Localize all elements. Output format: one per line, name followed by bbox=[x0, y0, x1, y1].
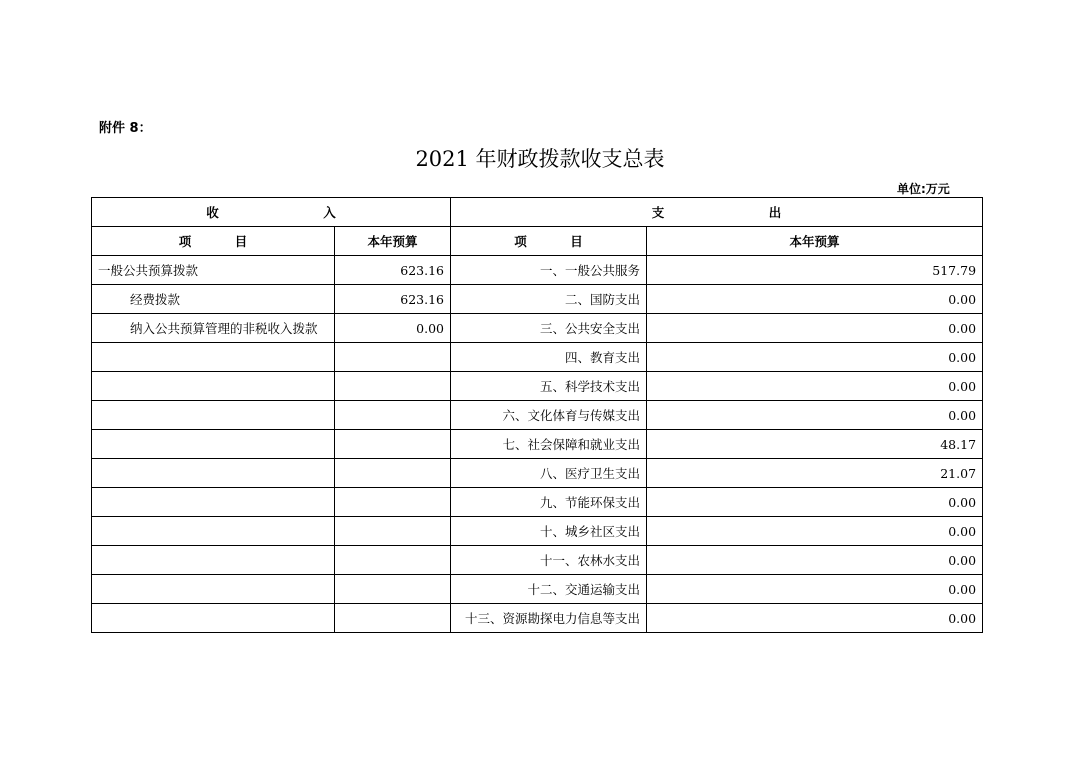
income-item-header: 项 目 bbox=[92, 227, 335, 256]
table-row bbox=[92, 459, 983, 488]
expense-item-value: 48.17 bbox=[647, 430, 983, 459]
expense-item-value: 0.00 bbox=[647, 343, 983, 372]
expense-item-name: 四、教育支出 bbox=[451, 343, 647, 372]
expense-item-value: 0.00 bbox=[647, 604, 983, 633]
unit-label: 单位:万元 bbox=[897, 182, 950, 196]
page-title: 2021 年财政拨款收支总表 bbox=[415, 147, 665, 171]
expense-item-name: 一、一般公共服务 bbox=[451, 256, 647, 285]
income-item-value bbox=[335, 575, 451, 604]
table-subheader-row bbox=[92, 227, 983, 256]
income-item-name bbox=[92, 430, 335, 459]
table-row bbox=[92, 314, 983, 343]
expense-item-value: 0.00 bbox=[647, 488, 983, 517]
expense-item-name: 八、医疗卫生支出 bbox=[451, 459, 647, 488]
table-row bbox=[92, 517, 983, 546]
expense-item-name: 二、国防支出 bbox=[451, 285, 647, 314]
expense-header: 支 出 bbox=[451, 198, 983, 227]
expense-item-value: 0.00 bbox=[647, 517, 983, 546]
expense-item-name: 九、节能环保支出 bbox=[451, 488, 647, 517]
table-row bbox=[92, 372, 983, 401]
expense-budget-header: 本年预算 bbox=[647, 227, 983, 256]
table-row bbox=[92, 575, 983, 604]
expense-item-value: 517.79 bbox=[647, 256, 983, 285]
expense-item-name: 十一、农林水支出 bbox=[451, 546, 647, 575]
table-row bbox=[92, 488, 983, 517]
income-item-name bbox=[92, 401, 335, 430]
income-item-value bbox=[335, 401, 451, 430]
income-item-value bbox=[335, 517, 451, 546]
expense-item-value: 0.00 bbox=[647, 575, 983, 604]
income-item-value bbox=[335, 430, 451, 459]
income-item-value bbox=[335, 546, 451, 575]
expense-item-name: 七、社会保障和就业支出 bbox=[451, 430, 647, 459]
income-item-name: 一般公共预算拨款 bbox=[92, 256, 335, 285]
income-header: 收 入 bbox=[92, 198, 451, 227]
income-item-name bbox=[92, 343, 335, 372]
table-row bbox=[92, 401, 983, 430]
expense-item-value: 0.00 bbox=[647, 546, 983, 575]
income-item-value bbox=[335, 604, 451, 633]
expense-item-name: 三、公共安全支出 bbox=[451, 314, 647, 343]
income-item-name bbox=[92, 546, 335, 575]
table-row bbox=[92, 604, 983, 633]
income-item-name bbox=[92, 488, 335, 517]
expense-item-value: 21.07 bbox=[647, 459, 983, 488]
expense-item-value: 0.00 bbox=[647, 314, 983, 343]
table-row bbox=[92, 256, 983, 285]
expense-item-value: 0.00 bbox=[647, 372, 983, 401]
attachment-label: 附件 8： bbox=[99, 121, 152, 136]
table-row bbox=[92, 285, 983, 314]
expense-item-name: 十三、资源勘探电力信息等支出 bbox=[451, 604, 647, 633]
income-item-name bbox=[92, 372, 335, 401]
income-item-value bbox=[335, 488, 451, 517]
expense-item-value: 0.00 bbox=[647, 401, 983, 430]
expense-item-value: 0.00 bbox=[647, 285, 983, 314]
expense-item-name: 五、科学技术支出 bbox=[451, 372, 647, 401]
income-item-value: 623.16 bbox=[335, 256, 451, 285]
income-item-value bbox=[335, 372, 451, 401]
income-budget-header: 本年预算 bbox=[335, 227, 451, 256]
income-item-value bbox=[335, 459, 451, 488]
income-item-name: 经费拨款 bbox=[92, 285, 335, 314]
income-item-name bbox=[92, 604, 335, 633]
expense-item-name: 十、城乡社区支出 bbox=[451, 517, 647, 546]
income-item-value bbox=[335, 343, 451, 372]
table-header-row bbox=[92, 198, 983, 227]
income-item-name: 纳入公共预算管理的非税收入拨款 bbox=[92, 314, 335, 343]
income-item-name bbox=[92, 575, 335, 604]
table-row bbox=[92, 343, 983, 372]
budget-table bbox=[91, 197, 983, 633]
expense-item-name: 十二、交通运输支出 bbox=[451, 575, 647, 604]
income-item-value: 0.00 bbox=[335, 314, 451, 343]
income-item-value: 623.16 bbox=[335, 285, 451, 314]
table-row bbox=[92, 430, 983, 459]
income-item-name bbox=[92, 517, 335, 546]
table-row bbox=[92, 546, 983, 575]
income-item-name bbox=[92, 459, 335, 488]
expense-item-name: 六、文化体育与传媒支出 bbox=[451, 401, 647, 430]
expense-item-header: 项 目 bbox=[451, 227, 647, 256]
